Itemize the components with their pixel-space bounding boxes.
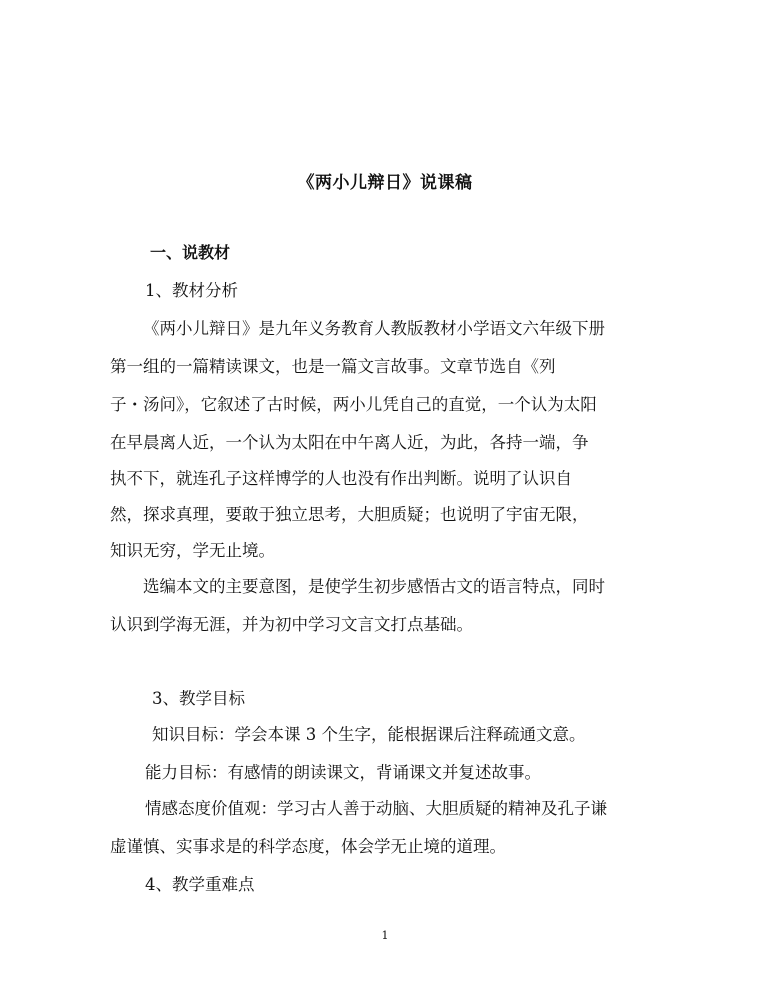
paragraph-line: 《两小儿辩日》是九年义务教育人教版教材小学语文六年级下册 [143, 319, 605, 338]
paragraph-line: 知识无穷，学无止境。 [110, 541, 275, 560]
subsection-heading: 1、教材分析 [145, 281, 238, 300]
paragraph-line: 情感态度价值观：学习古人善于动脑、大胆质疑的精神及孔子谦 [145, 799, 607, 818]
paragraph-line: 虚谨慎、实事求是的科学态度，体会学无止境的道理。 [110, 837, 506, 856]
paragraph-line: 在早晨离人近，一个认为太阳在中午离人近，为此，各持一端，争 [110, 433, 589, 452]
document-title: 《两小儿辩日》说课稿 [297, 173, 473, 193]
paragraph-line: 第一组的一篇精读课文，也是一篇文言故事。文章节选自《列 [110, 357, 556, 376]
paragraph-line: 执不下，就连孔子这样博学的人也没有作出判断。说明了认识自 [110, 469, 572, 488]
subsection-heading: 4、教学重难点 [145, 875, 255, 894]
page-number: 1 [381, 929, 389, 942]
paragraph-line: 然，探求真理，要敢于独立思考，大胆质疑；也说明了宇宙无限， [110, 505, 589, 524]
paragraph-line: 认识到学海无涯，并为初中学习文言文打点基础。 [110, 615, 473, 634]
paragraph-line: 知识目标：学会本课 3 个生字，能根据课后注释疏通文意。 [152, 725, 586, 744]
section-heading: 一、说教材 [150, 243, 231, 262]
subsection-heading: 3、教学目标 [152, 689, 245, 708]
paragraph-line: 选编本文的主要意图，是使学生初步感悟古文的语言特点，同时 [143, 577, 605, 596]
paragraph-line: 子・汤问》，它叙述了古时候，两小儿凭自己的直觉，一个认为太阳 [110, 395, 597, 414]
paragraph-line: 能力目标：有感情的朗读课文，背诵课文并复述故事。 [145, 763, 541, 782]
